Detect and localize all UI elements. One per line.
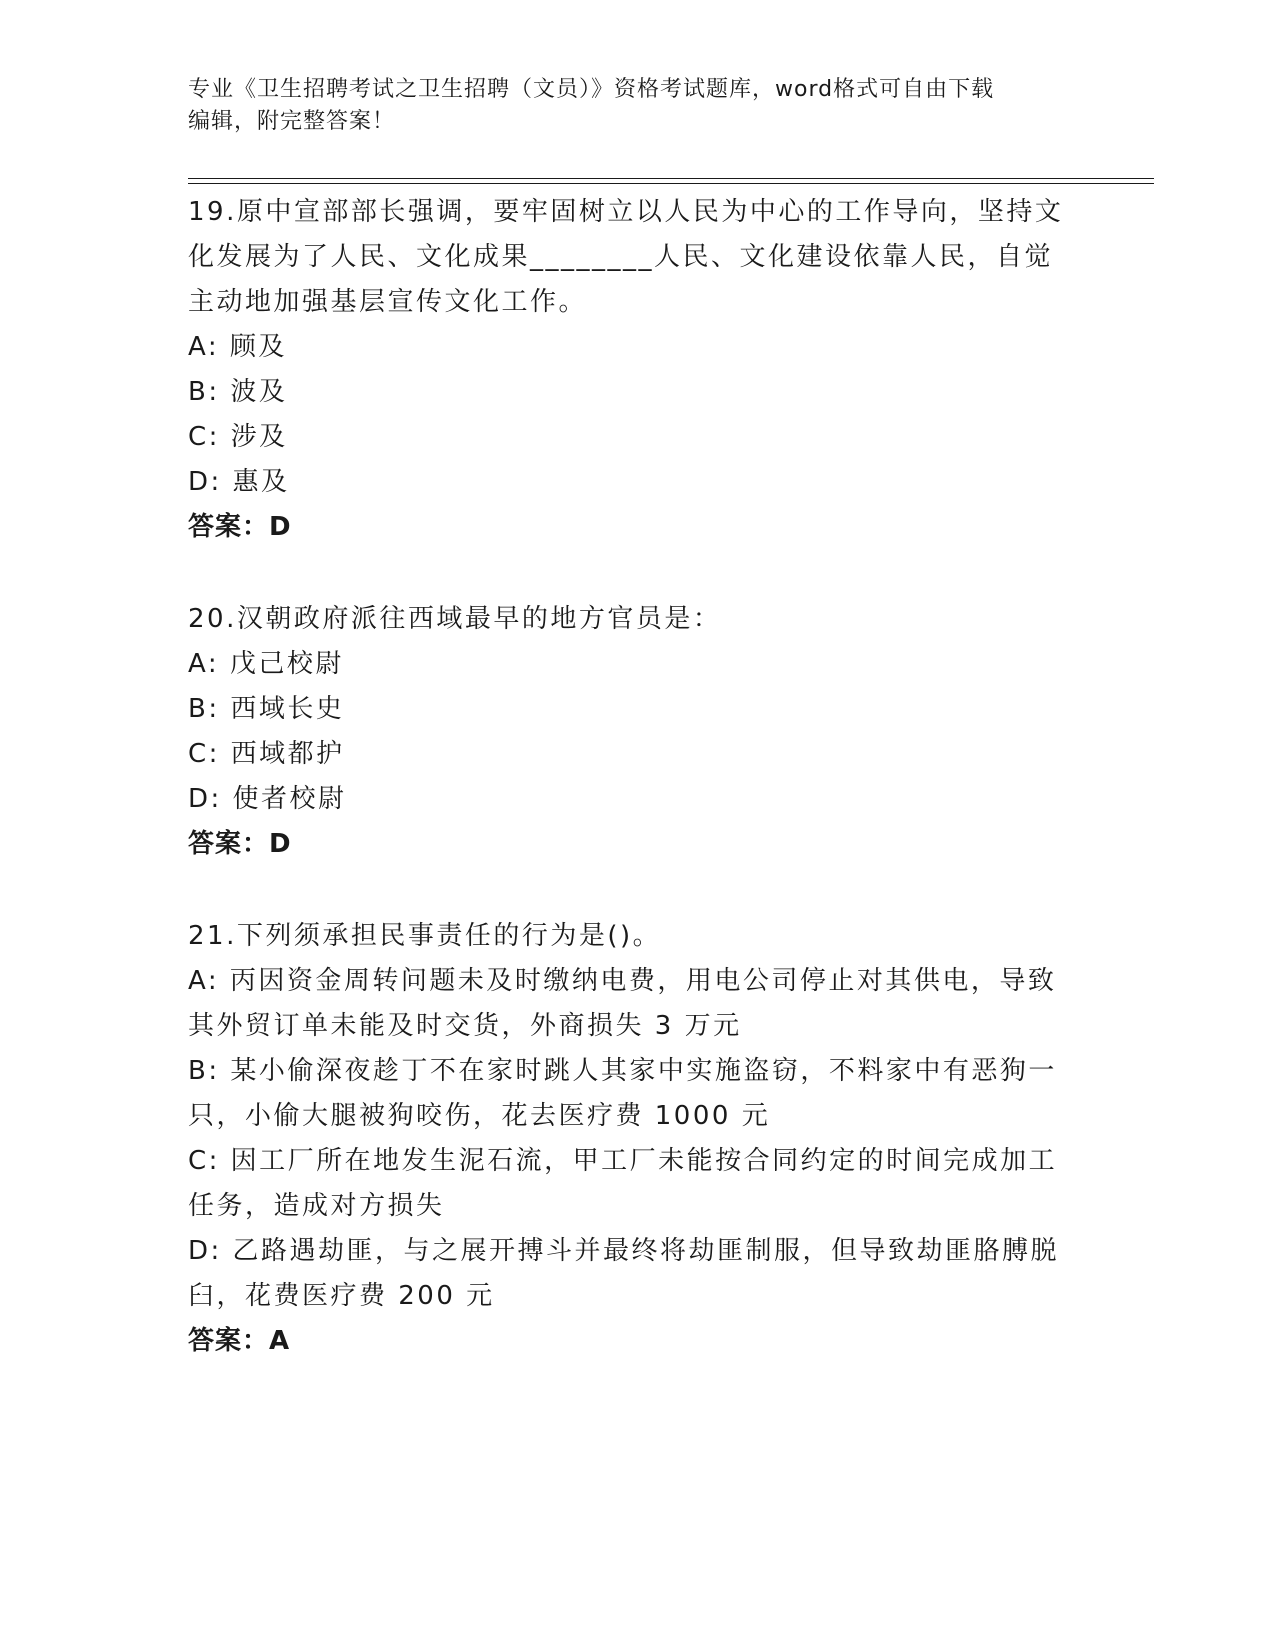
question-stem-line: 主动地加强基层宣传文化工作。	[188, 287, 588, 317]
question-list	[188, 190, 1088, 1364]
option-a: A: 顾及	[188, 332, 287, 362]
option-b-line: B: 某小偷深夜趁丁不在家时跳人其家中实施盗窃，不料家中有恶狗一	[188, 1056, 1057, 1086]
question-spacer	[188, 550, 1088, 597]
option-a-line: 其外贸订单未能及时交货，外商损失 3 万元	[188, 1011, 742, 1041]
option-d: D: 使者校尉	[188, 784, 347, 814]
option-a: A: 戊己校尉	[188, 649, 344, 679]
option-b: B: 波及	[188, 377, 288, 407]
option-a-line: A: 丙因资金周转问题未及时缴纳电费，用电公司停止对其供电，导致	[188, 966, 1057, 996]
answer-label: 答案：A	[188, 1326, 291, 1356]
option-b: B: 西域长史	[188, 694, 345, 724]
answer-label: 答案：D	[188, 829, 292, 859]
option-c: C: 西域都护	[188, 739, 345, 769]
option-d-line: D: 乙路遇劫匪，与之展开搏斗并最终将劫匪制服，但导致劫匪胳膊脱	[188, 1236, 1060, 1266]
question-stem-line: 化发展为了人民、文化成果________人民、文化建设依靠人民，自觉	[188, 242, 1054, 272]
document-header	[188, 74, 1068, 138]
header-line-1: 专业《卫生招聘考试之卫生招聘（文员）》资格考试题库，word格式可自由下载	[188, 77, 995, 102]
option-d: D: 惠及	[188, 467, 290, 497]
question-19	[188, 190, 1088, 550]
question-stem-line: 19.原中宣部部长强调，要牢固树立以人民为中心的工作导向，坚持文	[188, 197, 1064, 227]
option-c-line: 任务，造成对方损失	[188, 1191, 445, 1221]
option-c: C: 涉及	[188, 422, 288, 452]
header-divider-bottom	[188, 183, 1154, 184]
header-line-2: 编辑，附完整答案！	[188, 109, 396, 134]
option-d-line: 臼，花费医疗费 200 元	[188, 1281, 495, 1311]
question-21	[188, 914, 1088, 1364]
question-stem-line: 21.下列须承担民事责任的行为是()。	[188, 921, 662, 951]
question-stem-line: 20.汉朝政府派往西域最早的地方官员是：	[188, 604, 722, 634]
option-b-line: 只，小偷大腿被狗咬伤，花去医疗费 1000 元	[188, 1101, 771, 1131]
header-divider-top	[188, 178, 1154, 179]
question-20	[188, 597, 1088, 867]
answer-label: 答案：D	[188, 512, 292, 542]
question-spacer	[188, 867, 1088, 914]
option-c-line: C: 因工厂所在地发生泥石流，甲工厂未能按合同约定的时间完成加工	[188, 1146, 1058, 1176]
